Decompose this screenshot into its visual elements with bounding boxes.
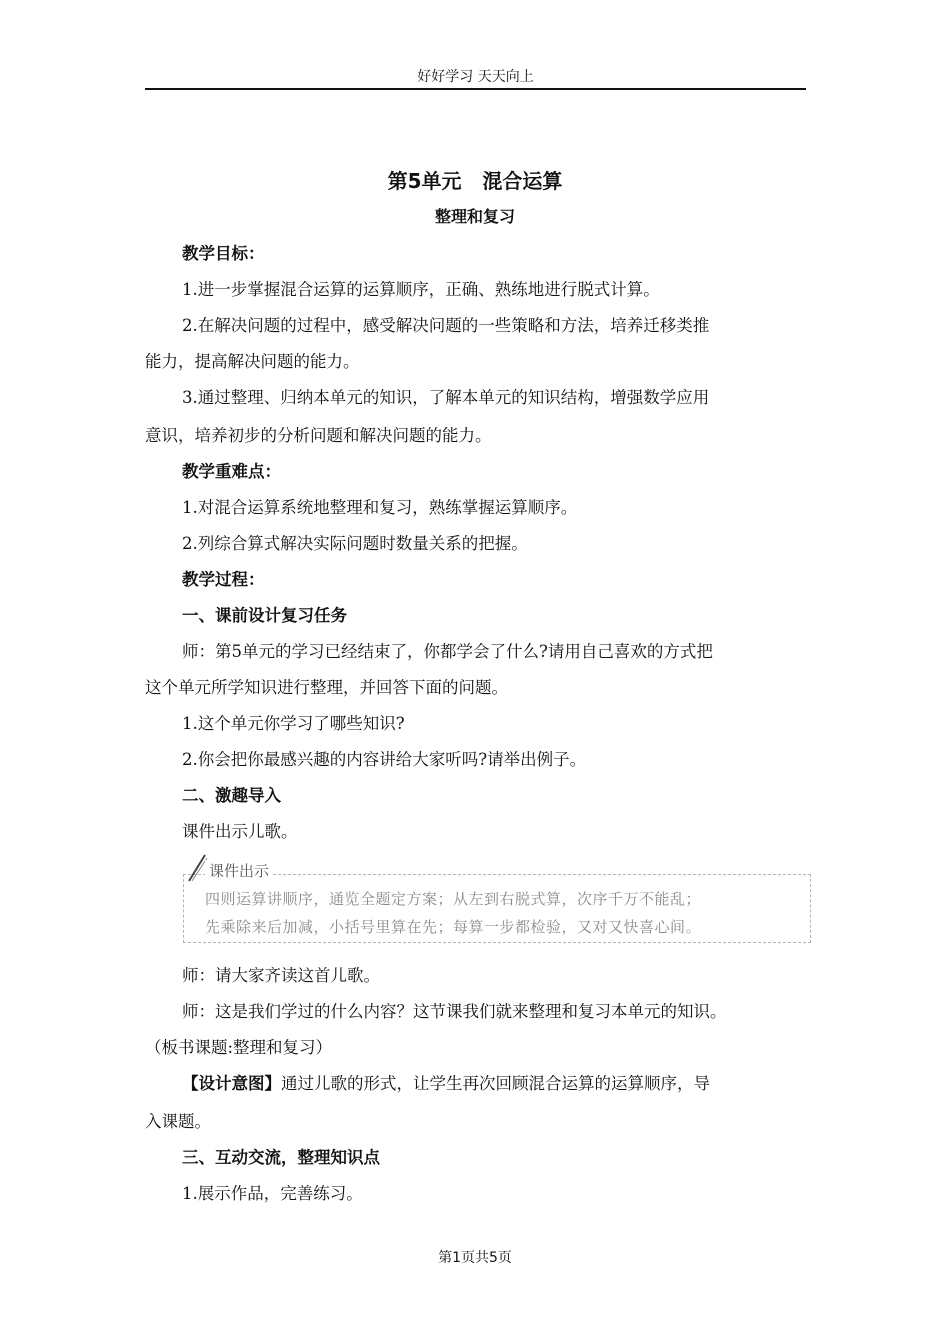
key-point-1: 1.对混合运算系统地整理和复习，熟练掌握运算顺序。	[182, 498, 578, 517]
part-1-paragraph-line-1: 师：第5单元的学习已经结束了，你都学会了什么?请用自己喜欢的方式把	[182, 642, 713, 661]
part-2-paragraph-3-line-2: （板书课题:整理和复习）	[145, 1038, 333, 1057]
part-1-question-1: 1.这个单元你学习了哪些知识?	[182, 714, 405, 733]
goal-2-line-1: 2.在解决问题的过程中，感受解决问题的一些策略和方法，培养迁移类推	[182, 316, 710, 335]
part-2-intro: 课件出示儿歌。	[182, 822, 298, 841]
document-title: 第5单元 混合运算	[387, 169, 563, 193]
design-intent-line-2: 入课题。	[145, 1112, 211, 1131]
part-2-paragraph-2: 师：请大家齐读这首儿歌。	[182, 966, 380, 985]
courseware-line-1: 四则运算讲顺序，通览全题定方案；从左到右脱式算，次序千万不能乱；	[205, 890, 702, 908]
process-heading: 教学过程：	[182, 570, 265, 589]
part-1-heading: 一、课前设计复习任务	[182, 606, 347, 625]
goal-3-line-1: 3.通过整理、归纳本单元的知识，了解本单元的知识结构，增强数学应用	[182, 388, 710, 407]
document-subtitle: 整理和复习	[434, 207, 515, 226]
key-point-2: 2.列综合算式解决实际问题时数量关系的把握。	[182, 534, 528, 553]
part-3-heading: 三、互动交流，整理知识点	[182, 1148, 380, 1167]
part-2-heading: 二、激趣导入	[182, 786, 281, 805]
goals-heading: 教学目标：	[182, 244, 265, 263]
courseware-label: 课件出示	[205, 860, 273, 882]
part-3-item-1: 1.展示作品，完善练习。	[182, 1184, 363, 1203]
page-header: 好好学习 天天向上	[417, 69, 534, 85]
courseware-line-2: 先乘除来后加减，小括号里算在先；每算一步都检验，又对又快喜心间。	[205, 918, 702, 936]
goal-2-line-2: 能力，提高解决问题的能力。	[145, 352, 360, 371]
part-1-paragraph-line-2: 这个单元所学知识进行整理，并回答下面的问题。	[145, 678, 508, 697]
goal-3-line-2: 意识，培养初步的分析问题和解决问题的能力。	[145, 426, 492, 445]
header-rule	[145, 88, 806, 90]
goal-1: 1.进一步掌握混合运算的运算顺序，正确、熟练地进行脱式计算。	[182, 280, 660, 299]
design-intent-text: 通过儿歌的形式，让学生再次回顾混合运算的运算顺序，导	[281, 1074, 710, 1093]
design-intent-line-1	[182, 1072, 710, 1096]
key-points-heading: 教学重难点：	[182, 462, 281, 481]
part-2-paragraph-3-line-1: 师：这是我们学过的什么内容？这节课我们就来整理和复习本单元的知识。	[182, 1002, 727, 1021]
design-intent-label: 【设计意图】	[182, 1074, 281, 1093]
part-1-question-2: 2.你会把你最感兴趣的内容讲给大家听吗?请举出例子。	[182, 750, 587, 769]
page-footer: 第1页共5页	[438, 1250, 512, 1266]
